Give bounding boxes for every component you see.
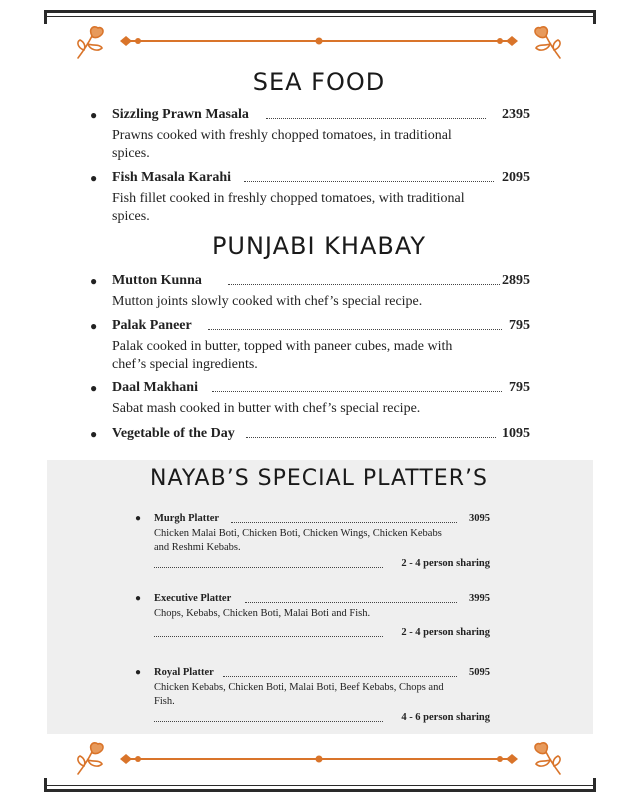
menu-item	[90, 426, 530, 446]
bullet-icon: ●	[90, 319, 98, 333]
platter-price: 3995	[469, 593, 490, 604]
item-name: Mutton Kunna	[112, 273, 202, 288]
platter-description: Chops, Kebabs, Chicken Boti, Malai Boti and Fish.	[154, 608, 371, 619]
bullet-icon: ●	[135, 667, 142, 678]
section-heading-punjabi: PUNJABI KHABAY	[211, 232, 427, 260]
platter-item	[135, 667, 490, 726]
item-description: Sabat mash cooked in butter with chef’s special recipe.	[112, 401, 421, 416]
item-price: 2095	[502, 170, 530, 185]
bullet-icon: ●	[90, 381, 98, 395]
menu-item	[90, 170, 530, 226]
item-price: 1095	[502, 426, 530, 441]
platter-sharing: 2 - 4 person sharing	[401, 558, 490, 569]
bullet-icon: ●	[135, 593, 142, 604]
section-heading-sea-food: SEA FOOD	[252, 68, 386, 96]
item-name: Vegetable of the Day	[112, 426, 235, 441]
menu-item	[90, 318, 530, 374]
platter-name: Executive Platter	[154, 593, 232, 604]
platter-price: 3095	[469, 513, 490, 524]
item-name: Fish Masala Karahi	[112, 170, 232, 185]
top-ornament-divider	[118, 34, 520, 48]
item-price: 795	[509, 380, 530, 395]
platter-name: Royal Platter	[154, 667, 214, 678]
item-description: Palak cooked in butter, topped with paneer cubes, made with chef’s special ingredients.	[112, 339, 453, 372]
bottom-ornament-divider	[118, 752, 520, 766]
section-heading-platters: NAYAB’S SPECIAL PLATTER’S	[150, 466, 488, 491]
platter-price: 5095	[469, 667, 490, 678]
bullet-icon: ●	[90, 171, 98, 185]
item-name: Daal Makhani	[112, 380, 198, 395]
top-frame-border	[44, 10, 596, 24]
menu-item	[90, 380, 530, 418]
bullet-icon: ●	[90, 427, 98, 441]
platter-name: Murgh Platter	[154, 513, 220, 524]
item-price: 2395	[502, 107, 530, 122]
platter-sharing: 2 - 4 person sharing	[401, 627, 490, 638]
platter-item	[135, 513, 490, 572]
item-description: Mutton joints slowly cooked with chef’s special recipe.	[112, 294, 423, 309]
item-name: Sizzling Prawn Masala	[112, 107, 249, 122]
item-price: 795	[509, 318, 530, 333]
platter-description: Chicken Kebabs, Chicken Boti, Malai Boti, Beef Kebabs, Chops and Fish.	[154, 682, 444, 707]
bullet-icon: ●	[135, 513, 142, 524]
flower-icon	[530, 740, 564, 776]
bottom-frame-border	[44, 778, 596, 792]
item-price: 2895	[502, 273, 530, 288]
flower-icon	[74, 24, 108, 60]
platter-sharing: 4 - 6 person sharing	[401, 712, 490, 723]
platter-description: Chicken Malai Boti, Chicken Boti, Chicken Wings, Chicken Kebabs and Reshmi Kebabs.	[154, 528, 442, 553]
platter-item	[135, 593, 490, 641]
item-description: Fish fillet cooked in freshly chopped tomatoes, with traditional spices.	[112, 191, 465, 224]
bullet-icon: ●	[90, 108, 98, 122]
item-name: Palak Paneer	[112, 318, 192, 333]
bullet-icon: ●	[90, 274, 98, 288]
flower-icon	[74, 740, 108, 776]
menu-item	[90, 107, 530, 163]
flower-icon	[530, 24, 564, 60]
menu-item	[90, 273, 530, 311]
item-description: Prawns cooked with freshly chopped tomatoes, in traditional spices.	[112, 128, 452, 161]
